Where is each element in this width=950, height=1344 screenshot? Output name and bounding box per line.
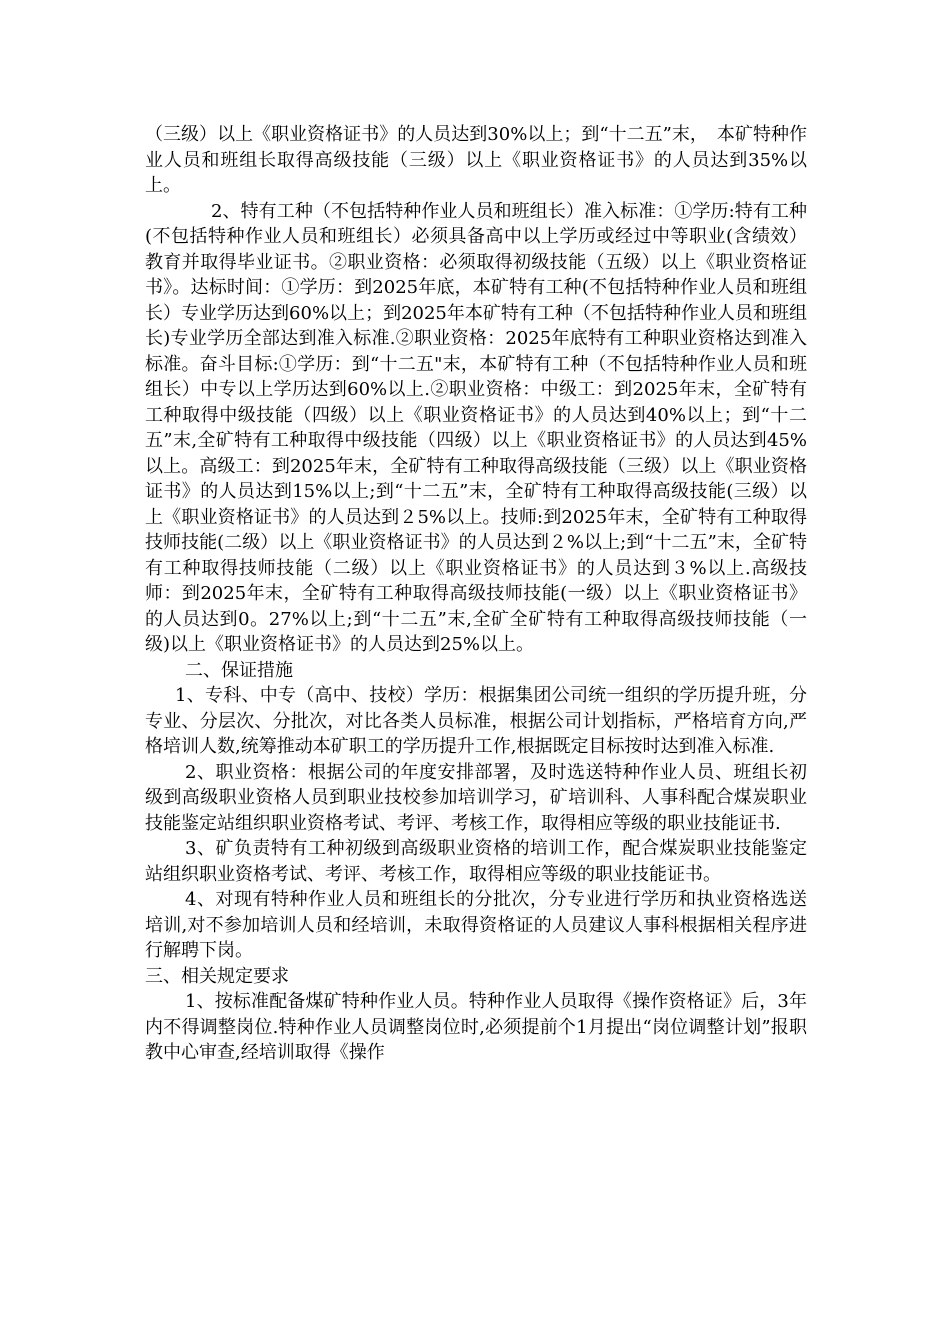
heading-guarantee-measures: 二、保证措施: [185, 659, 293, 681]
document-page: [145, 122, 807, 1066]
paragraph-staffing-requirements: 1、按标准配备煤矿特种作业人员。特种作业人员取得《操作资格证》后，3年内不得调整岗位.特种作业人员调整岗位时,必须提前个1月提出“岗位调整计划”报职教中心审查,经培训取得《操作: [145, 991, 807, 1063]
paragraph-skill-level-targets: （三级）以上《职业资格证书》的人员达到30%以上；到“十二五”末， 本矿特种作业人员和班组长取得高级技能（三级）以上《职业资格证书》的人员达到35%以上。: [145, 124, 807, 196]
paragraph-qualification-measures: 2、职业资格：根据公司的年度安排部署，及时选送特种作业人员、班组长初级到高级职业资格人员到职业技校参加培训学习，矿培训科、人事科配合煤炭职业技能鉴定站组织职业资格考试、考评、考核工作，取得相应等级的职业技能证书.: [145, 761, 807, 834]
paragraph-special-trades-standards: 2、特有工种（不包括特种作业人员和班组长）准入标准：①学历:特有工种(不包括特种作业人员和班组长）必须具备高中以上学历或经过中等职业(含绩效）教育并取得毕业证书。②职业资格：必须取得初级技能（五级）以上《职业资格证书》。达标时间：①学历：到2025年底，本矿特有工种(不包括特种作业人员和班组长）专业学历达到60%以上；到2025年本矿特有工种（不包括特种作业人员和班组长)专业学历全部达到准入标准.②职业资格：2025年底特有工种职业资格达到准入标准。奋斗目标:①学历：到“十二五"末，本矿特有工种（不包括特种作业人员和班组长）中专以上学历达到60%以上.②职业资格：中级工：到2025年末，全矿特有工种取得中级技能（四级）以上《职业资格证书》的人员达到40%以上；到“十二五”末,全矿特有工种取得中级技能（四级）以上《职业资格证书》的人员达到45%以上。高级工：到2025年末，全矿特有工种取得高级技能（三级）以上《职业资格证书》的人员达到15%以上;到“十二五”末，全矿特有工种取得高级技能(三级）以上《职业资格证书》的人员达到２5%以上。技师:到2025年末，全矿特有工种取得技师技能(二级）以上《职业资格证书》的人员达到２%以上;到“十二五”末，全矿特有工种取得技师技能（二级）以上《职业资格证书》的人员达到３%以上.高级技师：到2025年末，全矿特有工种取得高级技师技能(一级）以上《职业资格证书》的人员达到0。27%以上;到“十二五”末,全矿全矿特有工种取得高级技师技能（一级)以上《职业资格证书》的人员达到25%以上。: [145, 200, 807, 655]
heading-related-requirements: 三、相关规定要求: [145, 965, 289, 987]
paragraph-special-trades-training: 3、矿负责特有工种初级到高级职业资格的培训工作，配合煤炭职业技能鉴定站组织职业资格考试、考评、考核工作，取得相应等级的职业技能证书。: [145, 838, 807, 885]
paragraph-batch-training: 4、对现有特种作业人员和班组长的分批次，分专业进行学历和执业资格选送培训,对不参加培训人员和经培训，未取得资格证的人员建议人事科根据相关程序进行解聘下岗。: [145, 889, 807, 961]
paragraph-education-measures: 1、专科、中专（高中、技校）学历：根据集团公司统一组织的学历提升班，分专业、分层次、分批次，对比各类人员标准，根据公司计划指标，严格培育方向,严格培训人数,统筹推动本矿职工的学历提升工作,根据既定目标按时达到准入标准.: [145, 685, 807, 757]
